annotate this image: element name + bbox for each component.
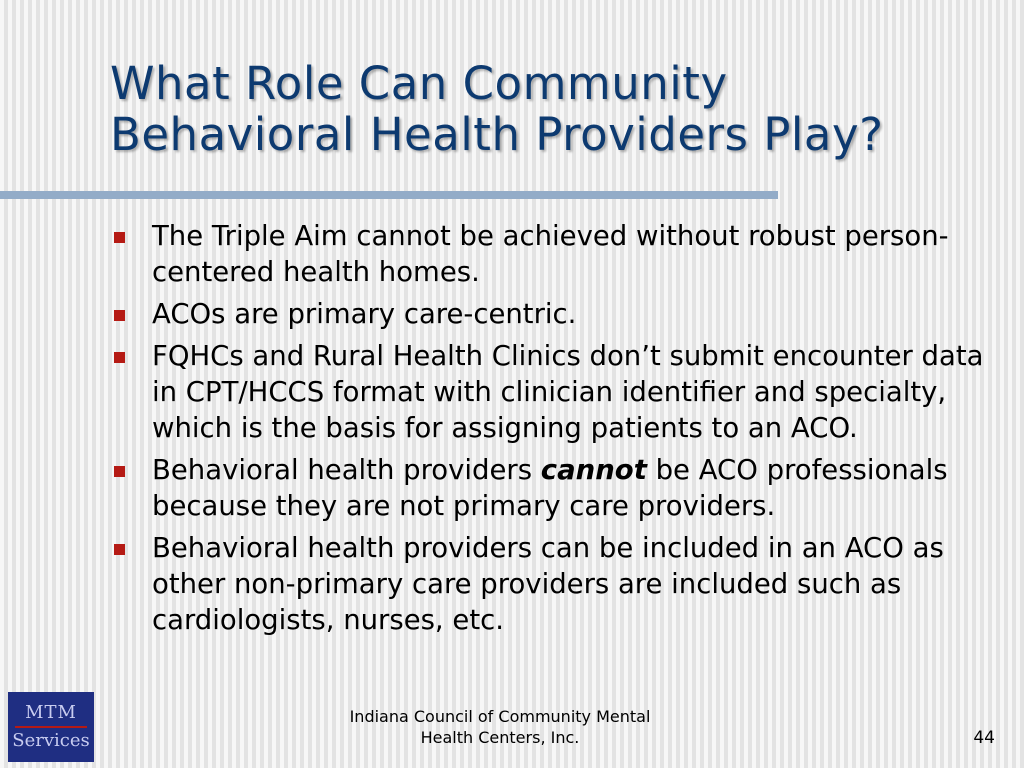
bullet-item <box>110 530 1005 638</box>
logo-text-line-1: MTM <box>25 702 77 723</box>
square-bullet-icon <box>114 352 125 363</box>
footer-organization <box>340 706 660 748</box>
bullet-emphasis: cannot <box>540 454 647 486</box>
bullet-text-after: be ACO professionals because they are not primary care providers. <box>152 454 948 522</box>
title-divider <box>0 191 778 199</box>
footer-line-1: Indiana Council of Community Mental <box>349 707 651 726</box>
slide-title-line-2: Behavioral Health Providers Play? <box>110 108 884 162</box>
logo-text-line-2: Services <box>12 730 90 751</box>
bullet-text-before: Behavioral health providers <box>152 454 541 486</box>
bullet-item <box>110 296 1005 332</box>
page-number: 44 <box>973 728 995 748</box>
bullet-text: Behavioral health providers can be included in an ACO as other non-primary care providers are included such as cardiologists, nurses, etc. <box>152 532 944 636</box>
bullet-item <box>110 218 1005 290</box>
logo-divider <box>15 726 87 728</box>
slide-title-line-1: What Role Can Community <box>110 57 728 110</box>
bullet-item <box>110 338 1005 446</box>
square-bullet-icon <box>114 310 125 321</box>
bullet-text: ACOs are primary care-centric. <box>152 298 577 330</box>
square-bullet-icon <box>114 232 125 243</box>
mtm-services-logo <box>8 692 94 762</box>
square-bullet-icon <box>114 466 125 477</box>
footer-line-2: Health Centers, Inc. <box>420 728 580 747</box>
bullet-list <box>110 218 1005 644</box>
bullet-text: FQHCs and Rural Health Clinics don’t submit encounter data in CPT/HCCS format with clinician identifier and specialty, which is the basis for assigning patients to an ACO. <box>152 340 984 444</box>
square-bullet-icon <box>114 544 125 555</box>
slide-title <box>110 58 1010 161</box>
bullet-item <box>110 452 1005 524</box>
bullet-text: The Triple Aim cannot be achieved without robust person-centered health homes. <box>152 220 949 288</box>
